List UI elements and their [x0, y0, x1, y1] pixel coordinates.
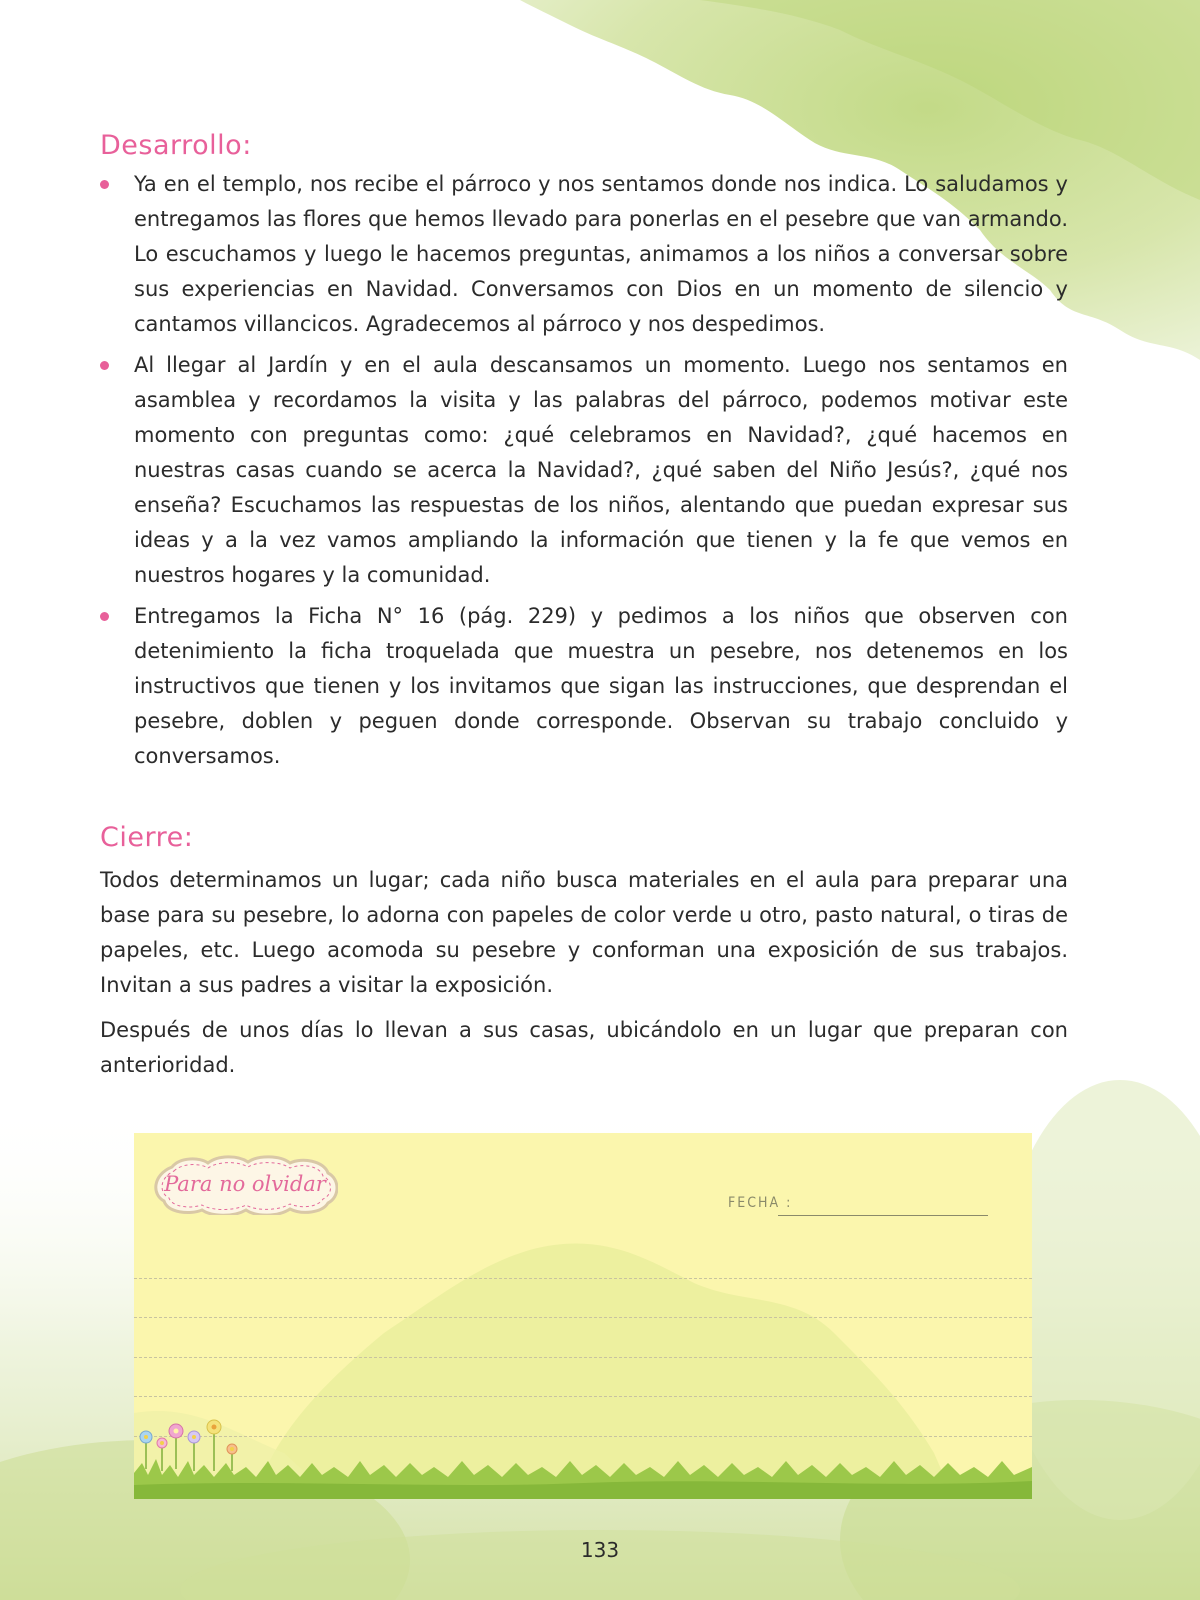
- bullet-item: [100, 167, 1068, 342]
- bullet-text: Ya en el templo, nos recibe el párroco y nos sentamos donde nos indica. Lo saludamos y entregamos las flores que hemos llevado para ponerlas en el pesebre que van armando. Lo escuchamos y luego le hacemos preguntas, animamos a los niños a conversar sobre sus experiencias en Navidad. Conversamos con Dios en un momento de silencio y cantamos villancicos. Agradecemos al párroco y nos despedimos.: [134, 172, 1068, 336]
- writing-line: [134, 1396, 1032, 1397]
- para-no-olvidar-note-box: [134, 1133, 1032, 1499]
- bullet-item: [100, 599, 1068, 774]
- cierre-paragraph: Después de unos días lo llevan a sus casas, ubicándolo en un lugar que preparan con anterioridad.: [100, 1018, 1068, 1077]
- grass-and-flowers-decoration: [134, 1419, 1032, 1499]
- note-title: Para no olvidar: [164, 1172, 326, 1196]
- page-number: 133: [580, 1538, 620, 1562]
- desarrollo-bullet-list: [100, 167, 1068, 774]
- cierre-heading: Cierre:: [100, 822, 194, 853]
- bullet-dot-icon: [100, 612, 109, 621]
- writing-line: [134, 1317, 1032, 1318]
- bullet-dot-icon: [100, 180, 109, 189]
- bullet-dot-icon: [100, 361, 109, 370]
- flower-icon: [207, 1420, 221, 1471]
- cierre-paragraph: Todos determinamos un lugar; cada niño busca materiales en el aula para preparar una base para su pesebre, lo adorna con papeles de color verde u otro, pasto natural, o tiras de papeles, etc. Luego acomoda su pesebre y conforman una exposición de sus trabajos. Invitan a sus padres a visitar la exposición.: [100, 868, 1068, 997]
- main-content: [100, 130, 1068, 1093]
- flower-icon: [169, 1424, 183, 1469]
- date-label: FECHA :: [728, 1195, 793, 1211]
- date-write-line: [778, 1215, 988, 1216]
- bullet-text: Entregamos la Ficha N° 16 (pág. 229) y pedimos a los niños que observen con detenimiento la ficha troquelada que muestra un pesebre, nos detenemos en los instructivos que tienen y los invitamos que sigan las instrucciones, que desprendan el pesebre, doblen y peguen donde corresponde. Observan su trabajo concluido y conversamos.: [134, 604, 1068, 768]
- bullet-item: [100, 348, 1068, 593]
- bullet-text: Al llegar al Jardín y en el aula descansamos un momento. Luego nos sentamos en asamblea y recordamos la visita y las palabras del párroco, podemos motivar este momento con preguntas como: ¿qué celebramos en Navidad?, ¿qué hacemos en nuestras casas cuando se acerca la Navidad?, ¿qué saben del Niño Jesús?, ¿qué nos enseña? Escuchamos las respuestas de los niños, alentando que puedan expresar sus ideas y a la vez vamos ampliando la información que tienen y la fe que vemos en nuestros hogares y la comunidad.: [134, 353, 1068, 587]
- flower-icon: [188, 1431, 200, 1471]
- desarrollo-heading: Desarrollo:: [100, 130, 252, 161]
- writing-line: [134, 1357, 1032, 1358]
- writing-line: [134, 1278, 1032, 1279]
